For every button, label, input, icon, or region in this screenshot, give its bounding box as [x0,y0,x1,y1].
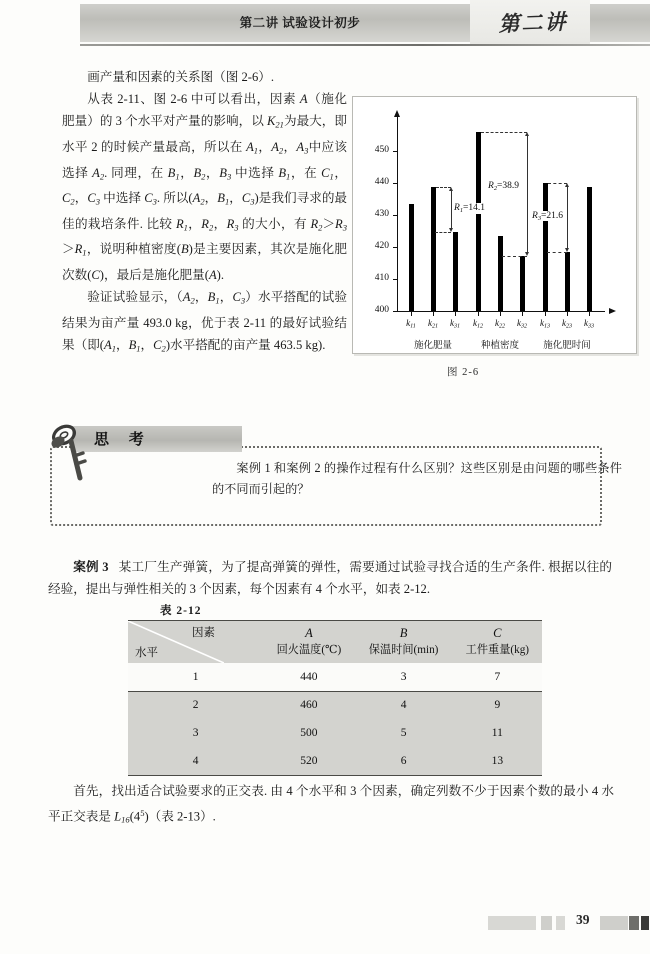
key-icon [50,420,96,482]
paragraph-1-text: 画产量和因素的关系图（图 2-6）. [87,70,274,84]
table-cell-level: 4 [128,747,263,775]
table-cell-C: 9 [453,691,542,719]
y-tick-450 [393,151,397,152]
group-label-1: 种植密度 [480,341,519,351]
x-tick-k13 [545,312,546,316]
x-axis [397,311,605,312]
bar-k23 [565,252,570,311]
table-cell-A: 520 [263,747,354,775]
r-arrow-down-R3 [565,248,569,252]
y-tick-label-400: 400 [374,305,389,315]
y-tick-440 [393,183,397,184]
y-tick-400 [393,311,397,312]
r-leader-low-R2 [502,256,527,257]
table-col-symbol-A: A [305,626,313,640]
table-row [128,747,542,775]
case-3-text: 某工厂生产弹簧，为了提高弹簧的弹性，需要通过试验寻找合适的生产条件. 根据以往的经验，提出与弹性相关的 3 个因素，每个因素有 4 个水平，如表 2-12. [48,560,612,596]
paragraph-2: 从表 2-11、图 2-6 中可以看出，因素 A（施化肥量）的 3 个水平对产量的影响，以 $K_{21}$为最大，即水平 2 的时候产量最高，所以在 $A_1$，$A_2$，$A_3$中应该选择 $A_2$. 同理，在 $B_1$，$B_2$，$B_3$ 中选择 $B_1$，在 $C_1$，$C_2$，$C_3$ 中选择 $C_3$. 所以($A_2$，$B_1$，$C_3$)是我们寻求的最佳的栽培条件. 比较 $R_1$，$R_2$，$R_3$ 的大小，有 $R_2>R_3>R_1$，说明种植密度(B)是主要因素，其次是施化肥次数(C)，最后是施化肥量(A). [62,92,348,282]
table-col-symbol-C: C [493,626,502,640]
table-corner-lower: 水平 [135,647,158,659]
y-tick-410 [393,279,397,280]
r-arrow-down-R2 [525,252,529,256]
bar-k32 [520,256,525,311]
table-row [128,719,542,747]
x-tick-k11 [411,312,412,316]
case-3-label: 案例 3 [73,560,109,574]
x-tick-k23 [567,312,568,316]
footer-block-6 [641,916,649,930]
r-leader-low-R1 [435,232,451,233]
r-leader-low-R3 [547,252,567,253]
group-label-2: 施化肥时间 [543,341,591,351]
table-col-header-A [263,621,354,664]
think-box-text: 案例 1 和案例 2 的操作过程有什么区别？这些区别是由问题的哪些条件的不同而引起的？ [212,461,622,496]
header-chapter-calligraphy: 第二讲 [498,9,568,37]
x-tick-k33 [589,312,590,316]
r-label-R3: $R_3=21.6$ [532,210,564,222]
footer-block-5 [629,916,639,930]
r-span-line-R3 [567,187,568,248]
table-cell-A: 440 [263,663,354,691]
x-tick-k31 [455,312,456,316]
x-label-k32: $k_{32}$ [516,318,528,330]
bar-k33 [587,187,592,311]
x-label-k33: $k_{33}$ [583,318,595,330]
table-cell-level: 3 [128,719,263,747]
table-col-header-B [355,621,453,664]
y-tick-label-410: 410 [374,272,389,283]
page-header [0,0,650,48]
r-arrow-down-R1 [449,228,453,232]
x-axis-arrow [609,308,616,314]
y-axis [397,117,398,312]
bar-k13 [543,183,548,311]
paragraph-1 [62,66,347,88]
r-arrow-up-R2 [525,132,529,136]
x-label-k13: $k_{13}$ [539,318,551,330]
bar-k11 [409,204,414,311]
r-label-R1: $R_1=14.1$ [454,202,486,214]
table-col-header-C [453,621,542,664]
table-cell-level: 1 [128,663,263,691]
footer-block-2 [541,916,552,930]
r-arrow-up-R3 [565,183,569,187]
x-label-k11: $k_{11}$ [406,318,416,330]
y-tick-label-440: 440 [374,176,389,187]
table-cell-B: 6 [355,747,453,775]
table-corner-cell [128,621,263,664]
table-header-row [128,621,542,664]
bar-chart [352,96,637,354]
table-cell-C: 7 [453,663,542,691]
figure-caption: 图 2-6 [447,367,480,378]
table-row [128,663,542,691]
table-col-symbol-B: B [399,626,408,640]
think-box [34,424,622,532]
table-cell-A: 500 [263,719,354,747]
figure-2-6 [352,96,647,378]
bar-k22 [498,236,503,311]
x-tick-k21 [433,312,434,316]
table-row [128,691,542,719]
y-tick-430 [393,215,397,216]
y-tick-label-450: 450 [374,144,389,155]
x-label-k12: $k_{12}$ [472,318,484,330]
bottom-paragraph: 首先，找出适合试验要求的正交表. 由 4 个水平和 3 个因素，确定列数不少于因素个数的最小 4 水平正交表是 $L_{16}(4^5)$（表 2-13）. [48,784,614,825]
table-2-12 [128,620,542,776]
x-tick-k22 [500,312,501,316]
table-cell-B: 3 [355,663,453,691]
header-title: 第二讲 试验设计初步 [239,16,361,30]
bar-k31 [453,232,458,311]
bar-k21 [431,187,436,311]
r-leader-high-R2 [481,132,527,133]
table-caption: 表 2-12 [160,605,202,617]
y-tick-label-420: 420 [374,240,389,251]
x-label-k22: $k_{22}$ [494,318,506,330]
r-arrow-up-R1 [449,187,453,191]
table-cell-A: 460 [263,691,354,719]
table-corner-upper: 因素 [192,627,215,639]
case-3-paragraph [48,556,612,600]
footer-block-4 [600,916,628,930]
think-box-label: 思 考 [94,432,152,448]
x-tick-k12 [478,312,479,316]
y-axis-arrow [394,110,400,117]
table-cell-B: 5 [355,719,453,747]
x-label-k23: $k_{23}$ [561,318,573,330]
x-label-k21: $k_{21}$ [427,318,439,330]
r-span-line-R1 [451,191,452,228]
page-footer [0,900,650,954]
table-cell-B: 4 [355,691,453,719]
footer-block-1 [488,916,536,930]
footer-block-3 [556,916,565,930]
diagonal-header [128,621,224,663]
table-cell-C: 11 [453,719,542,747]
x-tick-k32 [522,312,523,316]
table-col-name-A: 回火温度(℃) [276,644,342,656]
header-rule [80,44,650,46]
x-label-k31: $k_{31}$ [449,318,461,330]
paragraph-3: 验证试验显示，（$A_2$，$B_1$，$C_3$）水平搭配的试验结果为亩产量 493.0 kg，优于表 2-11 的最好试验结果（即($A_1$，$B_1$，$C_2$)水平搭配的亩产量 463.5 kg). [62,290,348,354]
group-label-0: 施化肥量 [413,341,452,351]
page-number: 39 [576,912,590,927]
y-tick-420 [393,247,397,248]
y-tick-label-430: 430 [374,208,389,219]
table-col-name-C: 工件重量(kg) [465,644,530,656]
r-label-R2: $R_2=38.9$ [488,181,520,192]
table-cell-C: 13 [453,747,542,775]
r-span-line-R2 [527,136,528,253]
bar-k12 [476,132,481,311]
table-col-name-B: 保温时间(min) [368,644,439,656]
table-cell-level: 2 [128,691,263,719]
left-text-column [62,66,347,360]
